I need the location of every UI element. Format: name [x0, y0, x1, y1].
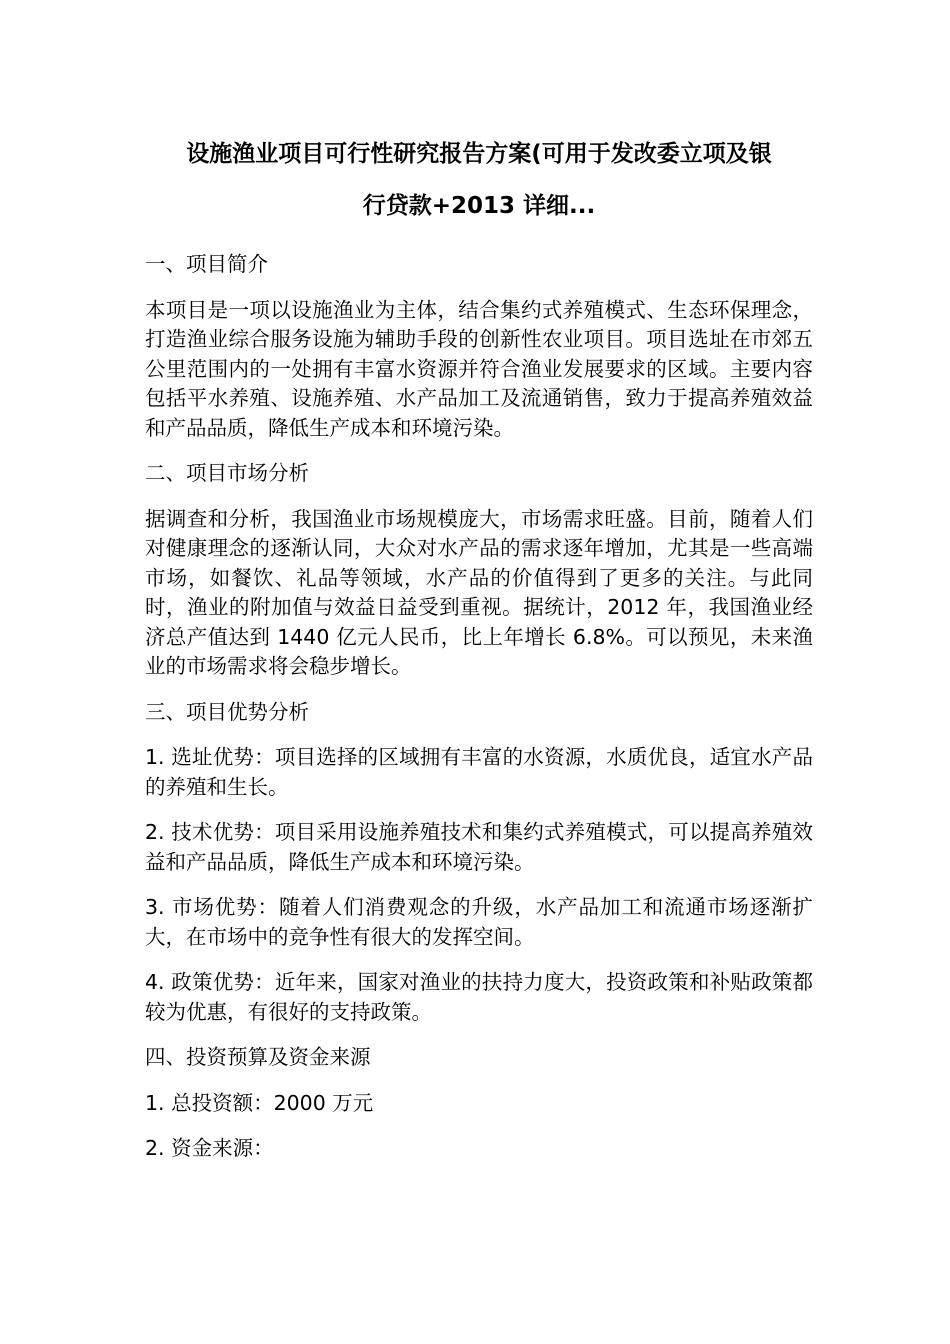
paragraph-advantage-market: 3. 市场优势：随着人们消费观念的升级，水产品加工和流通市场逐渐扩大，在市场中的竞争性有很大的发挥空间。 — [145, 895, 813, 949]
paragraph-advantage-policy: 4. 政策优势：近年来，国家对渔业的扶持力度大，投资政策和补贴政策都较为优惠，有很好的支持政策。 — [145, 970, 813, 1024]
paragraph-market: 据调查和分析，我国渔业市场规模庞大，市场需求旺盛。目前，随着人们对健康理念的逐渐认同，大众对水产品的需求逐年增加，尤其是一些高端市场，如餐饮、礼品等领域，水产品的价值得到了更多的关注。与此同时，渔业的附加值与效益日益受到重视。据统计，2012 年，我国渔业经济总产值达到 1440 亿元人民币，比上年增长 6.8%。可以预见，未来渔业的市场需求将会稳步增长。 — [145, 506, 813, 678]
section-heading-investment: 四、投资预算及资金来源 — [145, 1045, 371, 1069]
paragraph-investment-source: 2. 资金来源： — [145, 1136, 274, 1160]
section-heading-intro: 一、项目简介 — [145, 252, 268, 276]
section-heading-market: 二、项目市场分析 — [145, 461, 309, 485]
paragraph-intro: 本项目是一项以设施渔业为主体，结合集约式养殖模式、生态环保理念，打造渔业综合服务设施为辅助手段的创新性农业项目。项目选址在市郊五公里范围内的一处拥有丰富水资源并符合渔业发展要求的区域。主要内容包括平水养殖、设施养殖、水产品加工及流通销售，致力于提高养殖效益和产品品质，降低生产成本和环境污染。 — [145, 297, 813, 440]
section-heading-advantages: 三、项目优势分析 — [145, 699, 309, 724]
document-title-line-2: 行贷款+2013 详细... — [362, 193, 596, 219]
paragraph-advantage-technology: 2. 技术优势：项目采用设施养殖技术和集约式养殖模式，可以提高养殖效益和产品品质，降低生产成本和环境污染。 — [145, 820, 813, 874]
document-title-line-1: 设施渔业项目可行性研究报告方案(可用于发改委立项及银 — [186, 141, 772, 167]
paragraph-advantage-location: 1. 选址优势：项目选择的区域拥有丰富的水资源，水质优良，适宜水产品的养殖和生长。 — [145, 745, 813, 799]
document-page — [145, 128, 813, 1180]
document-title — [145, 128, 813, 232]
paragraph-investment-total: 1. 总投资额：2000 万元 — [145, 1090, 374, 1115]
